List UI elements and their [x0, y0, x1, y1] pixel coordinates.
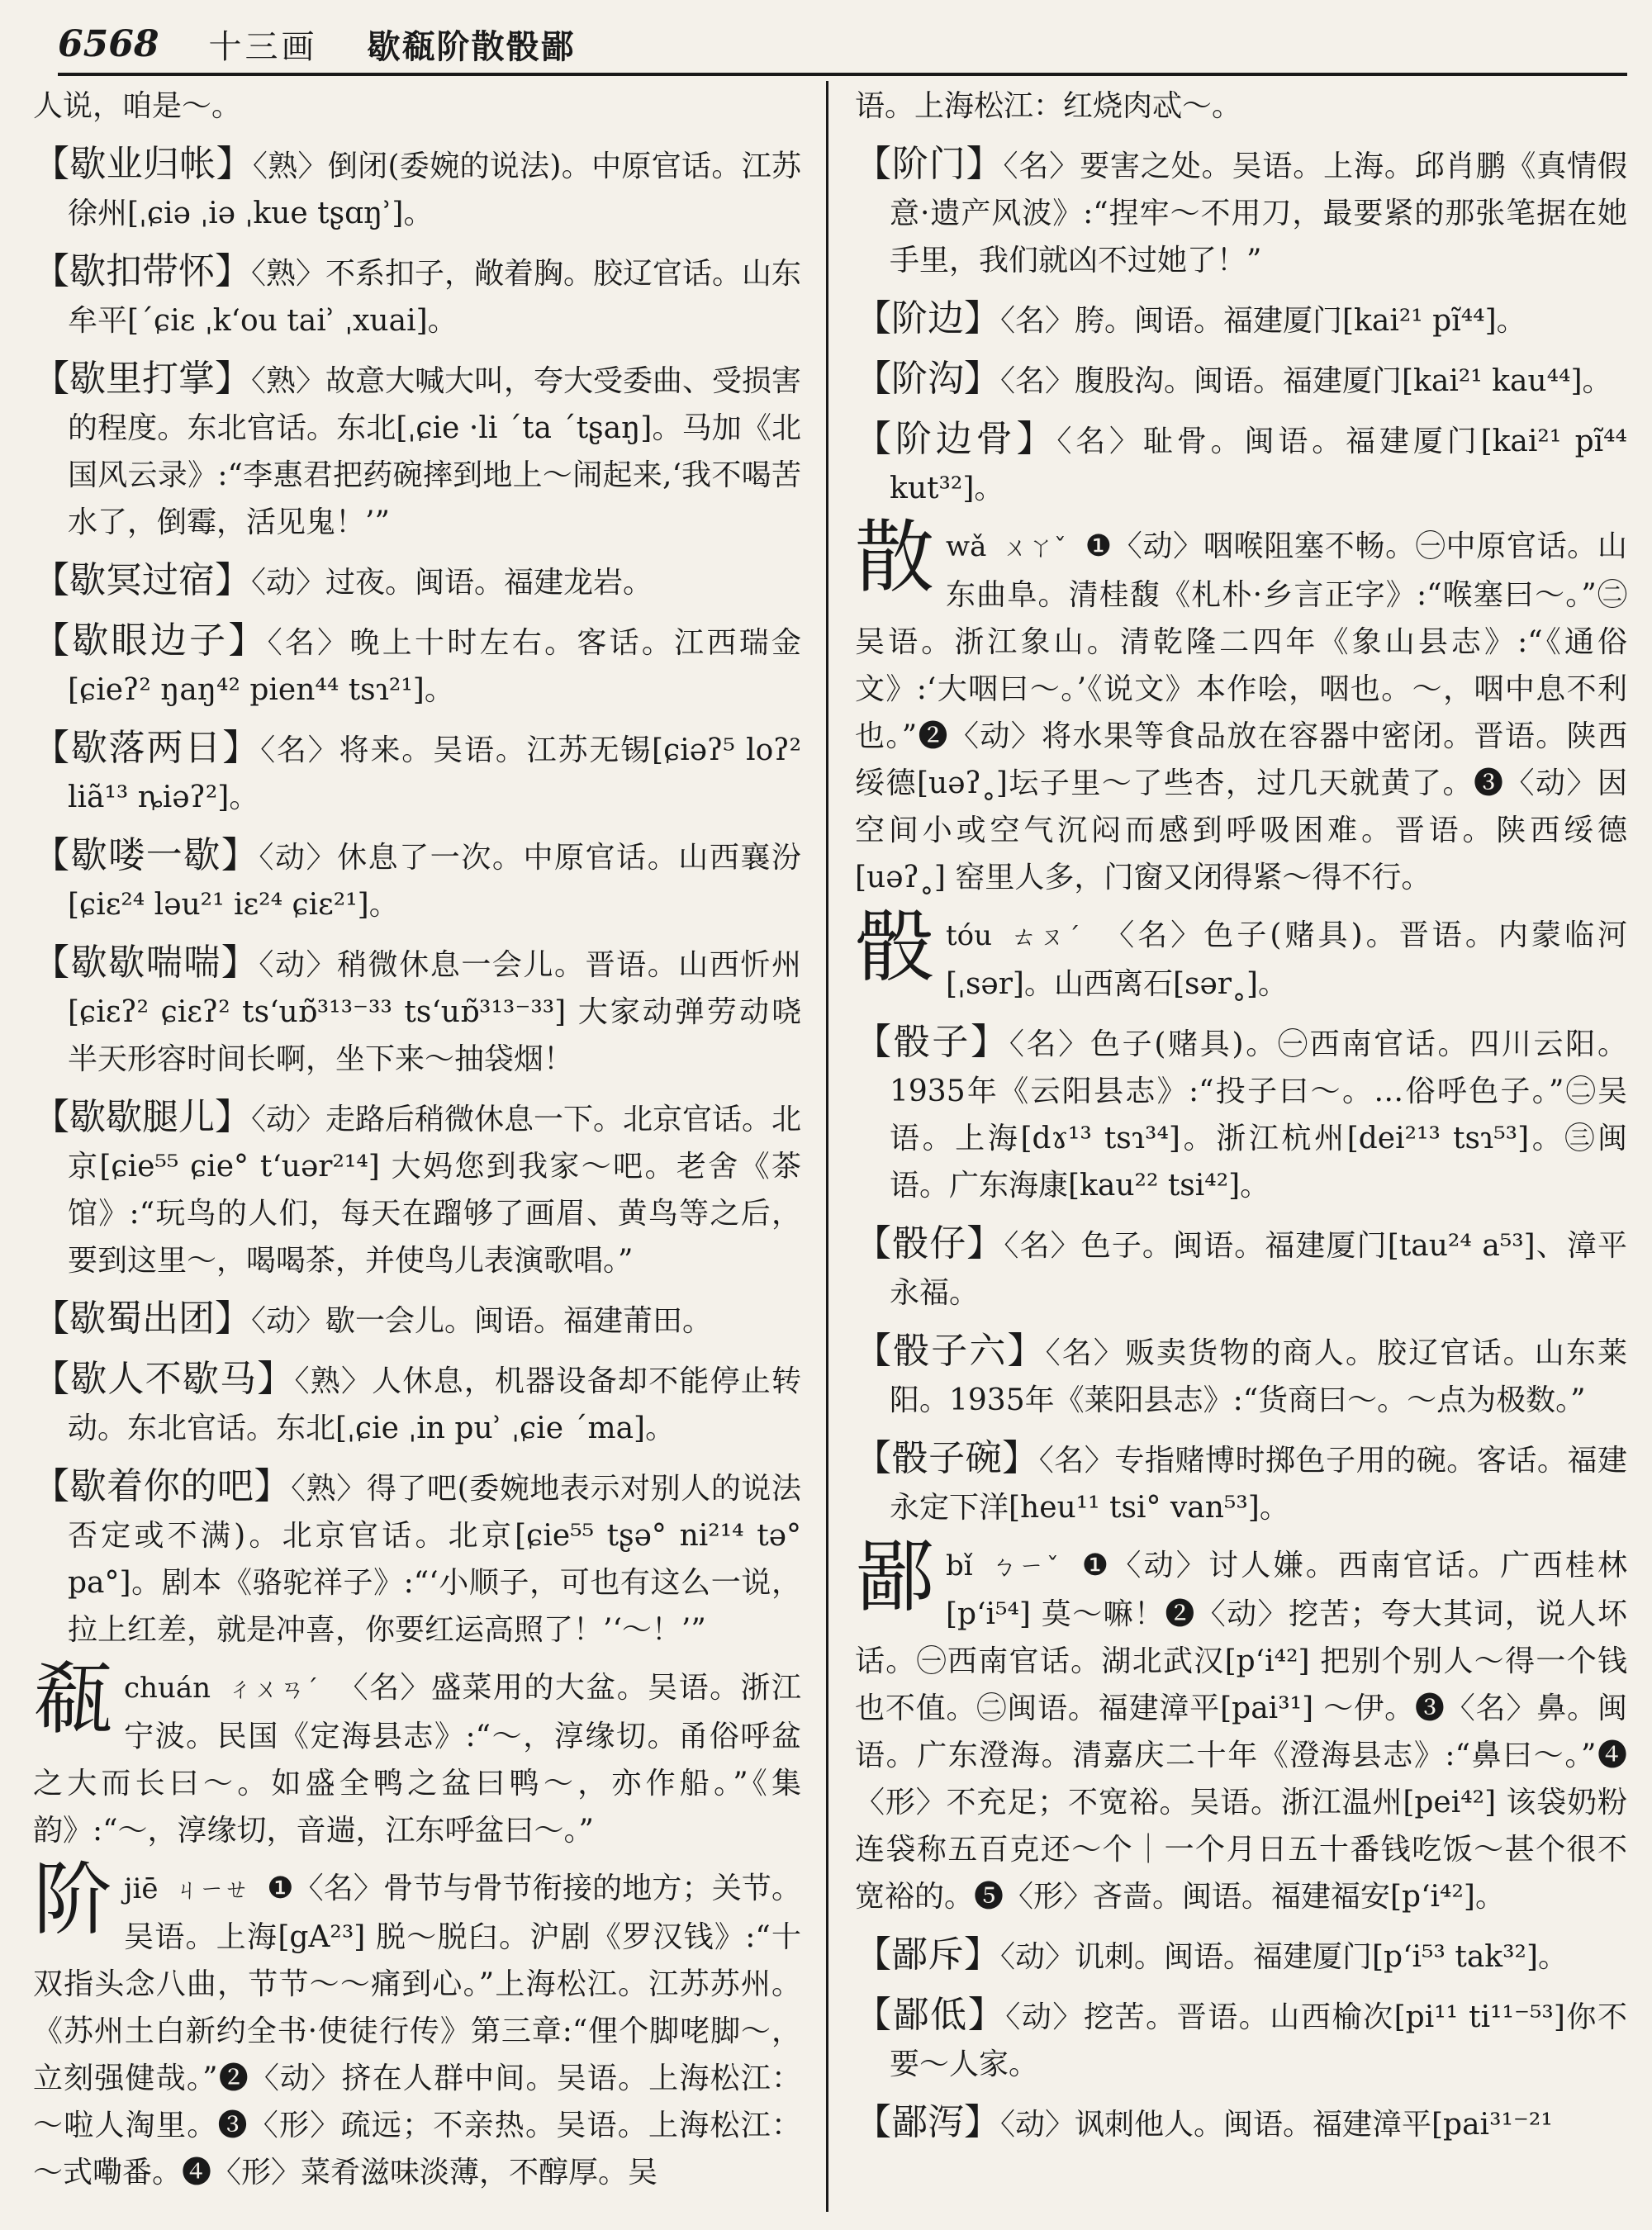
entry-headword: 【歇眼边子】 [33, 619, 268, 662]
entry-headword: 【歇业归帐】 [33, 143, 253, 185]
dictionary-entry: 【歇冥过宿】〈动〉过夜。闽语。福建龙岩。 [33, 559, 653, 601]
headword-pinyin: chuán [124, 1672, 211, 1705]
entry-headword: 【歇落两日】 [33, 727, 261, 769]
dictionary-entry: 【阶边】〈名〉胯。闽语。福建厦门[kai²¹ pĩ⁴⁴]。 [855, 297, 1526, 339]
headword-definition: 〈名〉色子(赌具)。晋语。内蒙临河[ˌsər]。山西离石[sər˳]。 [946, 918, 1627, 1001]
entry-headword: 【骰仔】 [855, 1222, 1004, 1264]
entry-headword: 【歇人不歇马】 [33, 1358, 295, 1400]
entry-headword: 【阶沟】 [855, 358, 1000, 400]
entry-headword: 【骰子六】 [855, 1330, 1046, 1372]
header-rule [58, 73, 1627, 76]
entry-headword: 【阶边骨】 [855, 418, 1057, 460]
page-header [58, 15, 1627, 73]
headword-bi [855, 1530, 1627, 1920]
dictionary-entry: 【鄙低】〈动〉挖苦。晋语。山西榆次[pi¹¹ ti¹¹⁻⁵³]你不要～人家。 [855, 1994, 1627, 2081]
entry-headword: 【歇歇喘喘】 [33, 942, 259, 984]
headword-zhuyin: ㄔㄨㄢˊ [227, 1675, 320, 1704]
headword-zhuyin: ㄊㄡˊ [1011, 923, 1084, 951]
dictionary-entry: 【歇扣带怀】〈熟〉不系扣子，敞着胸。胶辽官话。山东牟平[ˊɕiɛ ˌkʻou taiʾ ˌxuai]。 [33, 250, 801, 338]
entry-headword: 【歇里打掌】 [33, 358, 251, 400]
left-column [33, 83, 801, 2213]
headword-character: 阶 [33, 1853, 112, 1946]
stroke-section: 十三画 [208, 27, 318, 66]
headword-definition: ❶〈名〉骨节与骨节衔接的地方；关节。吴语。上海[gA²³] 脱～脱臼。沪剧《罗汉钱》:“十双指头念八曲，节节～～痛到心。”上海松江。江苏苏州。《苏州土白新约全书·使徒行传》第三章:“俚个脚咾脚～，立刻强健哉。”❷〈动〉挤在人群中间。吴语。上海松江：～啦人淘里。❸〈形〉疏远；不亲热。吴语。上海松江：～式嘞番。❹〈形〉菜肴滋味淡薄，不醇厚。吴 [33, 1872, 801, 2190]
headword-pinyin: jiē [124, 1872, 159, 1905]
headword-zhuyin: ㄐㄧㄝ [174, 1876, 249, 1905]
dictionary-entry: 【骰子六】〈名〉贩卖货物的商人。胶辽官话。山东莱阳。1935年《莱阳县志》:“货商曰～。～点为极数。” [855, 1330, 1627, 1417]
headword-zhuyin: ㄨㄚˇ [1003, 534, 1067, 562]
entry-headword: 【鄙低】 [855, 1994, 1006, 2036]
headword-definition: ❶〈动〉咽喉阻塞不畅。㊀中原官话。山东曲阜。清桂馥《札朴·乡言正字》:“喉塞曰～。”㊁吴语。浙江象山。清乾隆二四年《象山县志》:“《通俗文》:‘大咽曰～。’《说文》本作哙，咽也。～，咽中息不利也。”❷〈动〉将水果等食品放在容器中密闭。晋语。陕西绥德[uəʔ˳]坛子里～了些杏，过几天就黄了。❸〈动〉因空间小或空气沉闷而感到呼吸困难。晋语。陕西绥德[uəʔ˳] 窑里人多，门窗又闭得紧～得不行。 [855, 529, 1627, 894]
headword-definition: 〈名〉盛菜用的大盆。吴语。浙江宁波。民国《定海县志》:“～，淳缘切。甬俗呼盆之大而长曰～。如盛全鸭之盆曰鸭～，亦作船。”《集韵》:“～，淳缘切，音遄，江东呼盆曰～。” [33, 1671, 801, 1848]
entry-headword: 【阶边】 [855, 297, 1000, 339]
entry-headword: 【歇扣带怀】 [33, 250, 251, 292]
dictionary-entry: 【骰仔】〈名〉色子。闽语。福建厦门[tau²⁴ a⁵³]、漳平永福。 [855, 1222, 1627, 1310]
dictionary-entry: 【鄙斥】〈动〉讥刺。闽语。福建厦门[pʻi⁵³ tak³²]。 [855, 1933, 1569, 1976]
headword-pinyin: bǐ [946, 1549, 973, 1582]
headword-tou [855, 900, 1627, 1008]
headword-chuan [33, 1653, 801, 1854]
header-characters: 歇瓻阶散骰鄙 [367, 26, 576, 66]
dictionary-entry: 【骰子】〈名〉色子(赌具)。㊀西南官话。四川云阳。1935年《云阳县志》:“投子曰～。…俗呼色子。”㊁吴语。上海[dɤ¹³ tsɿ³⁴]。浙江杭州[dei²¹³ tsɿ⁵³]。㊂闽语。广东海康[kau²² tsi⁴²]。 [855, 1021, 1627, 1203]
dictionary-entry: 【阶沟】〈名〉腹股沟。闽语。福建厦门[kai²¹ kau⁴⁴]。 [855, 358, 1612, 400]
dictionary-entry: 【歇落两日】〈名〉将来。吴语。江苏无锡[ɕiəʔ⁵ loʔ² liã¹³ ȵiəʔ²]。 [33, 727, 801, 814]
continued-text: 语。上海松江：红烧肉忒～。 [855, 89, 1242, 123]
headword-character: 鄙 [855, 1530, 934, 1623]
entry-headword: 【骰子碗】 [855, 1437, 1039, 1479]
entry-headword: 【鄙斥】 [855, 1933, 1000, 1976]
entry-headword: 【歇歇腿儿】 [33, 1096, 251, 1138]
dictionary-entry: 【歇歇喘喘】〈动〉稍微休息一会儿。晋语。山西忻州[ɕiɛʔ² ɕiɛʔ² tsʻuɒ̃³¹³⁻³³ tsʻuɒ̃³¹³⁻³³] 大家动弹劳动哓半天形容时间长啊，坐下来～抽袋烟！ [33, 942, 801, 1076]
dictionary-entry: 【歇着你的吧】〈熟〉得了吧(委婉地表示对别人的说法否定或不满)。北京官话。北京[ɕie⁵⁵ tʂə° ni²¹⁴ tə° pa°]。剧本《骆驼祥子》:“‘小顺子，可也有这么一说，拉上红差，就是冲喜，你要红运高照了！’‘～！’” [33, 1465, 801, 1647]
headword-pinyin: wǎ [946, 530, 987, 563]
headword-definition: ❶〈动〉讨人嫌。西南官话。广西桂林[pʻi⁵⁴] 莫～嘛！❷〈动〉挖苦；夸大其词，说人坏话。㊀西南官话。湖北武汉[pʻi⁴²] 把别个别人～得一个钱也不值。㊁闽语。福建漳平[pai³¹] ～伊。❸〈名〉鼻。闽语。广东澄海。清嘉庆二十年《澄海县志》:“鼻曰～。”❹〈形〉不充足；不宽裕。吴语。浙江温州[pei⁴²] 该袋奶粉连袋称五百克还～个｜一个月日五十番钱吃饭～甚个很不宽裕的。❺〈形〉吝啬。闽语。福建福安[pʻi⁴²]。 [855, 1549, 1627, 1914]
entry-headword: 【骰子】 [855, 1021, 1009, 1063]
headword-wa [855, 511, 1627, 901]
dictionary-entry: 【骰子碗】〈名〉专指赌博时掷色子用的碗。客话。福建永定下洋[heu¹¹ tsi° van⁵³]。 [855, 1437, 1627, 1525]
entry-headword: 【阶门】 [855, 143, 1004, 185]
entry-headword: 【歇蜀出团】 [33, 1298, 251, 1340]
dictionary-entry: 【歇里打掌】〈熟〉故意大喊大叫，夸大受委曲、受损害的程度。东北官话。东北[ˌɕie ·li ˊta ˊtʂaŋ]。马加《北国风云录》:“李惠君把药碗摔到地上～闹起来,‘我不喝苦水了，倒霉，活见鬼！’” [33, 358, 801, 539]
dictionary-entry: 【歇业归帐】〈熟〉倒闭(委婉的说法)。中原官话。江苏徐州[ˌɕiə ˌiə ˌkue tʂɑŋʾ]。 [33, 143, 801, 230]
right-column [855, 83, 1627, 2213]
dictionary-entry: 【鄙泻】〈动〉讽刺他人。闽语。福建漳平[pai³¹⁻²¹ [855, 2101, 1553, 2143]
page-number: 6568 [58, 22, 159, 65]
headword-character: 瓻 [33, 1653, 112, 1745]
entry-headword: 【鄙泻】 [855, 2101, 1000, 2143]
headword-pinyin: tóu [946, 919, 993, 952]
dictionary-entry: 【阶门】〈名〉要害之处。吴语。上海。邱肖鹏《真情假意·遗产风波》:“捏牢～不用刀，最要紧的那张笔据在她手里，我们就凶不过她了！” [855, 143, 1627, 278]
headword-character: 散 [855, 511, 934, 604]
headword-zhuyin: ㄅㄧˇ [991, 1553, 1062, 1582]
continued-text: 人说，咱是～。 [33, 89, 242, 123]
entry-headword: 【歇着你的吧】 [33, 1465, 292, 1507]
entry-headword: 【歇冥过宿】 [33, 559, 251, 601]
dictionary-entry: 【歇蜀出团】〈动〉歇一会儿。闽语。福建莆田。 [33, 1298, 713, 1340]
headword-character: 骰 [855, 900, 934, 993]
dictionary-entry: 【阶边骨】〈名〉耻骨。闽语。福建厦门[kai²¹ pĩ⁴⁴ kut³²]。 [855, 418, 1627, 505]
dictionary-entry: 【歇歇腿儿】〈动〉走路后稍微休息一下。北京官话。北京[ɕie⁵⁵ ɕie° tʻuər²¹⁴] 大妈您到我家～吧。老舍《茶馆》:“玩鸟的人们，每天在蹓够了画眉、黄鸟等之后，要到这里～，喝喝茶，并使鸟儿表演歌唱。” [33, 1096, 801, 1278]
dictionary-entry: 【歇人不歇马】〈熟〉人休息，机器设备却不能停止转动。东北官话。东北[ˌɕie ˌin puʾ ˌɕie ˊma]。 [33, 1358, 801, 1445]
column-divider [826, 81, 828, 2212]
headword-jie [33, 1853, 801, 2196]
entry-headword: 【歇喽一歇】 [33, 834, 259, 876]
dictionary-entry: 【歇眼边子】〈名〉晚上十时左右。客话。江西瑞金[ɕieʔ² ŋaŋ⁴² pien⁴⁴ tsɿ²¹]。 [33, 619, 801, 707]
dictionary-entry: 【歇喽一歇】〈动〉休息了一次。中原官话。山西襄汾[ɕiɛ²⁴ ləu²¹ iɛ²⁴ ɕiɛ²¹]。 [33, 834, 801, 922]
